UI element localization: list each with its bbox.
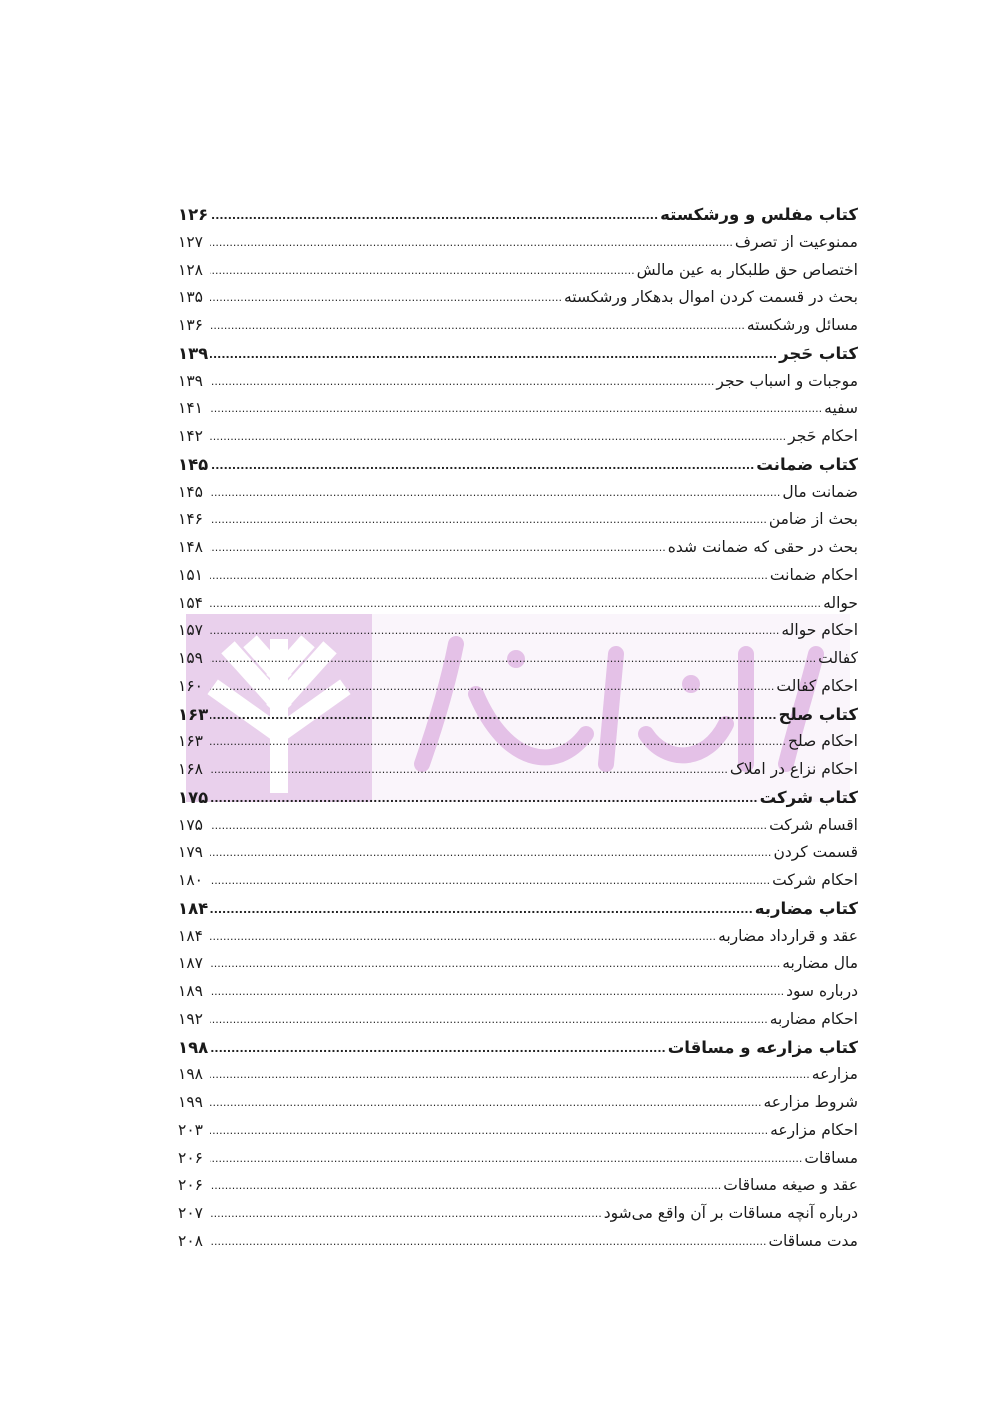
toc-entry-title: احکام نزاع در املاک xyxy=(729,760,858,778)
toc-entry xyxy=(178,673,858,701)
toc-entry xyxy=(178,1172,858,1200)
dot-leader xyxy=(210,284,562,312)
toc-entry-title: درباره سود xyxy=(786,982,858,1000)
dot-leader xyxy=(210,896,753,924)
toc-page-number: ۲۰۷ xyxy=(178,1204,203,1222)
toc-page-number: ۱۴۲ xyxy=(178,427,203,445)
dot-leader xyxy=(210,1035,665,1063)
toc-entry-title: کفالت xyxy=(818,649,858,667)
toc-page-number: ۱۴۱ xyxy=(178,399,203,418)
toc-page-number: ۱۳۵ xyxy=(178,288,203,307)
dot-leader xyxy=(210,452,754,480)
toc-page-number: ۱۴۵ xyxy=(178,482,203,501)
toc-page-number: ۱۸۷ xyxy=(178,954,203,973)
toc-entry-title: حواله xyxy=(823,593,858,612)
toc-page-number: ۱۳۹ xyxy=(178,371,203,390)
toc-entry xyxy=(178,1061,858,1089)
toc-entry-title: کتاب صلح xyxy=(778,704,858,724)
toc-entry xyxy=(178,923,858,951)
toc-entry xyxy=(178,645,858,673)
toc-entry xyxy=(178,479,858,507)
dot-leader xyxy=(210,423,786,451)
toc-page-number: ۲۰۶ xyxy=(178,1176,203,1195)
toc-entry-title: اختصاص حق طلبکار به عین مالش xyxy=(636,260,858,279)
toc-page-number: ۱۲۸ xyxy=(178,260,203,279)
dot-leader xyxy=(210,1089,762,1117)
toc-entry-title: احکام کفالت xyxy=(776,676,858,695)
dot-leader xyxy=(210,368,714,396)
toc-entry xyxy=(178,284,858,312)
toc-entry xyxy=(178,812,858,840)
toc-entry-title: احکام مزارعه xyxy=(770,1120,858,1139)
toc-entry-title: مساقات xyxy=(804,1148,858,1167)
toc-entry-title: کتاب مفلس و ورشکسته xyxy=(660,205,858,224)
toc-page-number: ۱۲۶ xyxy=(178,205,209,224)
dot-leader xyxy=(210,867,770,895)
toc-chapter-heading xyxy=(178,701,858,729)
dot-leader xyxy=(210,923,716,951)
toc-entry xyxy=(178,756,858,784)
toc-entry xyxy=(178,423,858,451)
toc-page-number: ۱۸۰ xyxy=(178,871,203,889)
toc-page-number: ۱۵۷ xyxy=(178,621,203,640)
dot-leader xyxy=(210,728,786,756)
toc-entry-title: بحث در حقی که ضمانت شده xyxy=(667,538,858,556)
dot-leader xyxy=(210,312,745,340)
dot-leader xyxy=(210,950,780,978)
dot-leader xyxy=(210,839,771,867)
dot-leader xyxy=(210,202,658,230)
dot-leader xyxy=(210,534,666,562)
toc-page-number: ۱۳۹ xyxy=(178,343,209,363)
toc-entry xyxy=(178,839,858,867)
dot-leader xyxy=(210,812,767,840)
toc-entry-title: مسائل ورشکسته xyxy=(746,316,858,334)
toc-entry-title: ممنوعیت از تصرف xyxy=(734,232,858,251)
toc-page-number: ۲۰۸ xyxy=(178,1231,203,1250)
toc-entry xyxy=(178,395,858,423)
toc-entry-title: کتاب مضاربه xyxy=(754,898,858,918)
toc-page-number: ۱۸۴ xyxy=(178,898,209,918)
toc-entry-title: عقد و صیغه مساقات xyxy=(723,1176,858,1195)
toc-page-number: ۲۰۶ xyxy=(178,1148,203,1167)
toc-entry-title: اقسام شرکت xyxy=(769,815,858,834)
toc-entry-title: مدت مساقات xyxy=(768,1231,858,1250)
toc-chapter-heading xyxy=(178,895,858,923)
dot-leader xyxy=(210,590,821,618)
toc-chapter-heading xyxy=(178,451,858,479)
dot-leader xyxy=(210,645,816,673)
toc-entry-title: کتاب مزارعه و مساقات xyxy=(667,1037,858,1057)
table-of-contents xyxy=(178,201,858,1256)
toc-entry xyxy=(178,1006,858,1034)
dot-leader xyxy=(210,1061,810,1089)
toc-entry-title: بحث در قسمت کردن اموال بدهکار ورشکسته xyxy=(563,288,858,307)
toc-page-number: ۱۸۹ xyxy=(178,982,203,1000)
toc-entry-title: احکام حَجر xyxy=(788,427,858,445)
dot-leader xyxy=(210,341,777,369)
toc-entry xyxy=(178,978,858,1006)
toc-entry xyxy=(178,562,858,590)
toc-page-number: ۱۶۳ xyxy=(178,732,203,751)
dot-leader xyxy=(210,395,822,423)
toc-entry-title: مزارعه xyxy=(811,1065,858,1084)
toc-entry-title: سفیه xyxy=(824,399,858,418)
toc-page-number: ۱۹۸ xyxy=(178,1065,203,1084)
toc-page-number: ۱۵۴ xyxy=(178,593,203,612)
dot-leader xyxy=(210,756,728,784)
toc-page-number: ۱۷۵ xyxy=(178,815,203,834)
toc-entry-title: احکام شرکت xyxy=(772,871,858,889)
toc-entry-title: موجبات و اسباب حجر xyxy=(716,371,858,390)
dot-leader xyxy=(210,702,776,730)
toc-page-number: ۱۷۵ xyxy=(178,787,209,807)
toc-entry-title: ضمانت مال xyxy=(782,482,858,501)
toc-entry-title: احکام ضمانت xyxy=(769,565,858,584)
toc-page-number: ۱۵۱ xyxy=(178,565,203,584)
toc-entry xyxy=(178,950,858,978)
toc-entry-title: مال مضاربه xyxy=(782,954,858,973)
toc-page-number: ۱۳۶ xyxy=(178,316,203,334)
toc-entry xyxy=(178,1145,858,1173)
toc-entry xyxy=(178,257,858,285)
dot-leader xyxy=(210,978,784,1006)
dot-leader xyxy=(210,479,780,507)
toc-page-number: ۱۶۳ xyxy=(178,704,209,724)
toc-entry xyxy=(178,728,858,756)
dot-leader xyxy=(210,1228,766,1256)
dot-leader xyxy=(210,785,757,813)
toc-page-number: ۱۴۶ xyxy=(178,510,203,529)
toc-page-number: ۲۰۳ xyxy=(178,1120,203,1139)
toc-page-number: ۱۷۹ xyxy=(178,843,203,862)
dot-leader xyxy=(210,617,779,645)
toc-chapter-heading xyxy=(178,1034,858,1062)
toc-entry-title: کتاب حَجر xyxy=(779,343,858,363)
toc-page-number: ۱۴۸ xyxy=(178,538,203,556)
toc-page-number: ۱۶۸ xyxy=(178,760,203,778)
toc-entry-title: شروط مزارعه xyxy=(763,1093,858,1111)
toc-page-number: ۱۹۸ xyxy=(178,1037,209,1057)
toc-page-number: ۱۹۹ xyxy=(178,1093,203,1111)
toc-entry xyxy=(178,590,858,618)
dot-leader xyxy=(210,1117,768,1145)
toc-entry xyxy=(178,617,858,645)
dot-leader xyxy=(210,506,767,534)
toc-entry-title: احکام حواله xyxy=(781,621,858,640)
dot-leader xyxy=(210,229,733,257)
toc-entry xyxy=(178,1200,858,1228)
toc-entry-title: درباره آنچه مساقات بر آن واقع می‌شود xyxy=(603,1204,858,1222)
toc-entry xyxy=(178,867,858,895)
toc-entry-title: عقد و قرارداد مضاربه xyxy=(718,926,858,945)
dot-leader xyxy=(210,1006,768,1034)
dot-leader xyxy=(210,1145,802,1173)
toc-chapter-heading xyxy=(178,340,858,368)
toc-entry-title: احکام صلح xyxy=(788,732,858,751)
toc-entry xyxy=(178,1228,858,1256)
dot-leader xyxy=(210,257,635,285)
dot-leader xyxy=(210,673,774,701)
dot-leader xyxy=(210,1172,721,1200)
toc-entry-title: قسمت کردن xyxy=(773,843,858,862)
toc-entry-title: بحث از ضامن xyxy=(768,510,858,529)
toc-entry xyxy=(178,506,858,534)
toc-page-number: ۱۲۷ xyxy=(178,232,203,251)
toc-entry xyxy=(178,1117,858,1145)
toc-page-number: ۱۸۴ xyxy=(178,926,203,945)
toc-entry xyxy=(178,229,858,257)
toc-entry xyxy=(178,368,858,396)
toc-page-number: ۱۵۹ xyxy=(178,649,203,667)
toc-entry-title: کتاب شرکت xyxy=(759,787,858,807)
toc-chapter-heading xyxy=(178,201,858,229)
toc-entry xyxy=(178,1089,858,1117)
dot-leader xyxy=(210,562,768,590)
toc-chapter-heading xyxy=(178,784,858,812)
toc-entry-title: احکام مضاربه xyxy=(769,1009,858,1028)
toc-page-number: ۱۴۵ xyxy=(178,454,209,474)
dot-leader xyxy=(210,1200,602,1228)
toc-entry xyxy=(178,534,858,562)
toc-entry xyxy=(178,312,858,340)
toc-entry-title: کتاب ضمانت xyxy=(756,454,858,474)
toc-page-number: ۱۹۲ xyxy=(178,1009,203,1028)
toc-page-number: ۱۶۰ xyxy=(178,676,203,695)
